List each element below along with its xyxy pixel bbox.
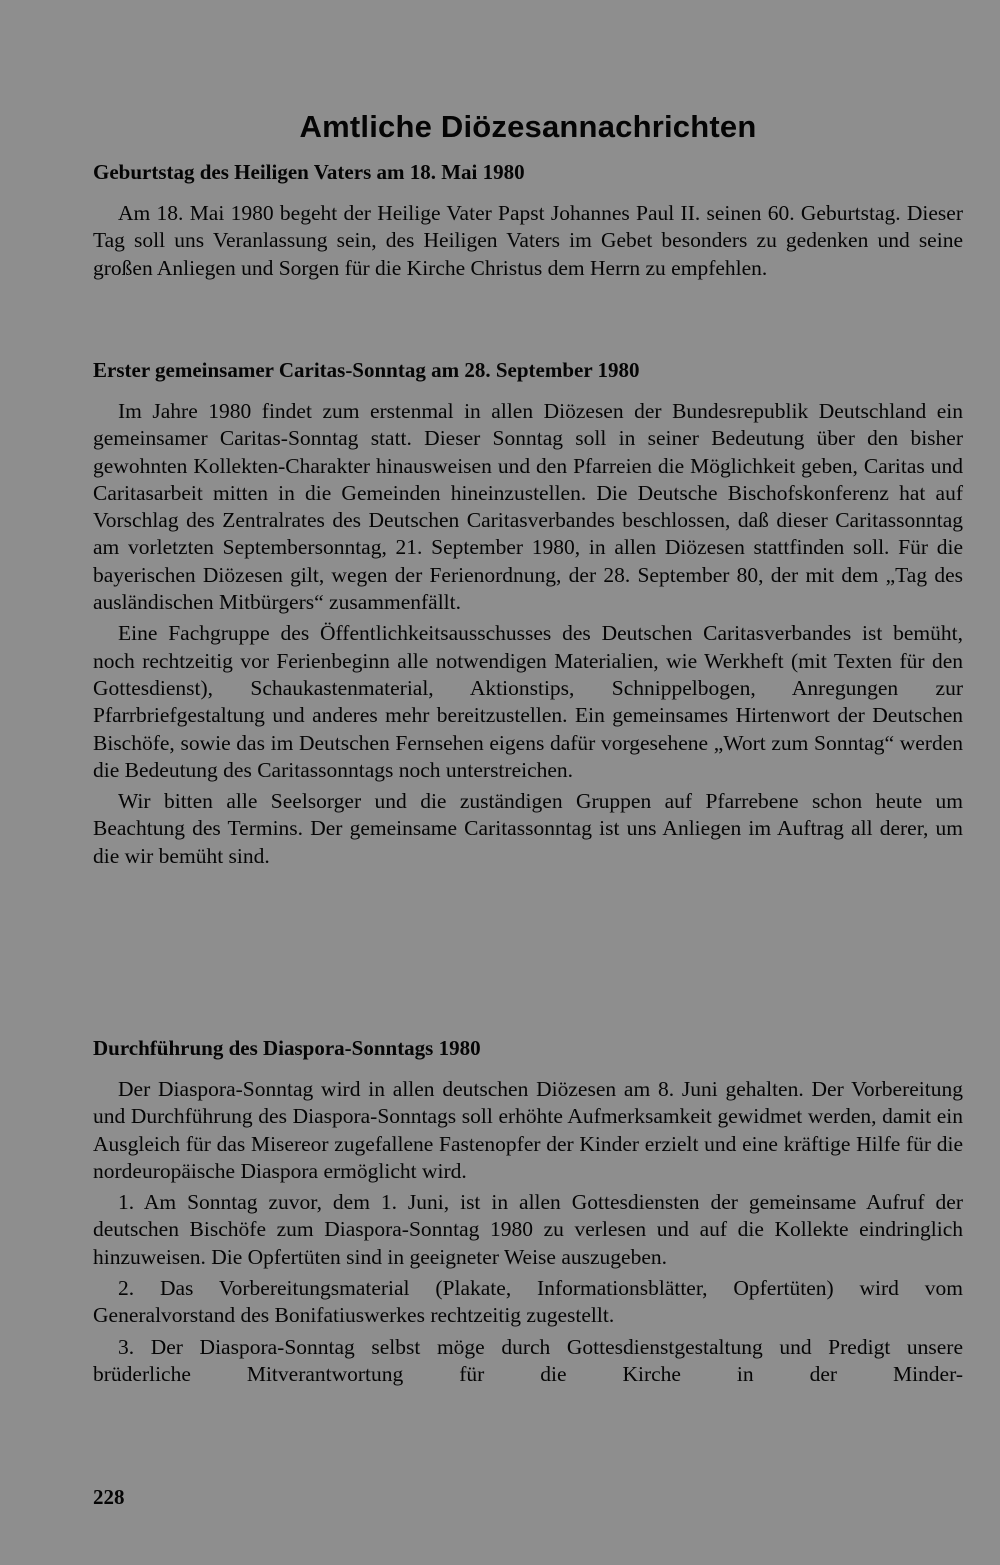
paragraph: Wir bitten alle Seelsorger und die zuständigen Gruppen auf Pfarrebene schon heute um Beachtung des Termins. Der gemeinsame Caritassonntag ist uns Anliegen im Auftrag all derer, um die wir bemüht sind. [93,789,963,868]
paragraph: Der Diaspora-Sonntag wird in allen deutschen Diözesen am 8. Juni gehalten. Der Vorbereitung und Durchführung des Diaspora-Sonntags soll erhöhte Aufmerksamkeit gewidmet werden, damit ein Ausgleich für das Misereor zugefallene Fastenopfer der Kinder erzielt und eine kräftige Hilfe für die nordeuropäische Diaspora ermöglicht wird. [93,1077,963,1183]
page-number: 228 [93,1485,125,1509]
section-heading: Durchführung des Diaspora-Sonntags 1980 [93,1036,481,1060]
section-caritas-sonntag [93,356,963,874]
document-page [93,0,963,1565]
paragraph: 2. Das Vorbereitungsmaterial (Plakate, Informationsblätter, Opfertüten) wird vom Generalvorstand des Bonifatiuswerkes rechtzeitig zugestellt. [93,1276,963,1328]
paragraph: 1. Am Sonntag zuvor, dem 1. Juni, ist in allen Gottesdiensten der gemeinsame Aufruf der deutschen Bischöfe zum Diaspora-Sonntag 1980 zu verlesen und auf die Kollekte eindringlich hinzuweisen. Die Opfertüten sind in geeigneter Weise auszugeben. [93,1190,963,1269]
page-title: Amtliche Diözesannachrichten [299,108,757,144]
paragraph: Im Jahre 1980 findet zum erstenmal in allen Diözesen der Bundesrepublik Deutschland ein gemeinsamer Caritas-Sonntag statt. Dieser Sonntag soll in seiner Bedeutung über den bisher gewohnten Kollekten-Charakter hinausweisen und den Pfarreien die Möglichkeit geben, Caritas und Caritasarbeit mitten in die Gemeinden hineinzustellen. Die Deutsche Bischofskonferenz hat auf Vorschlag des Zentralrates des Deutschen Caritasverbandes beschlossen, daß dieser Caritassonntag am vorletzten Septembersonntag, 21. September 1980, in allen Diözesen stattfinden soll. Für die bayerischen Diözesen gilt, wegen der Ferienordnung, der 28. September 80, der mit dem „Tag des ausländischen Mitbürgers“ zusammenfällt. [93,399,963,615]
section-diaspora-sonntag [93,1034,963,1392]
section-heading: Geburtstag des Heiligen Vaters am 18. Mai 1980 [93,160,525,184]
paragraph: Eine Fachgruppe des Öffentlichkeitsausschusses des Deutschen Caritasverbandes ist bemüht, noch rechtzeitig vor Ferienbeginn alle notwendigen Materialien, wie Werkheft (mit Texten für den Gottesdienst), Schaukastenmaterial, Aktionstips, Schnippelbogen, Anregungen zur Pfarrbriefgestaltung und anderes mehr bereitzustellen. Ein gemeinsames Hirtenwort der Deutschen Bischöfe, sowie das im Deutschen Fernsehen eigens dafür vorgesehene „Wort zum Sonntag“ werden die Bedeutung des Caritassonntags noch unterstreichen. [93,621,963,782]
section-papst-geburtstag [93,158,963,286]
section-heading: Erster gemeinsamer Caritas-Sonntag am 28. September 1980 [93,358,640,382]
paragraph: 3. Der Diaspora-Sonntag selbst möge durch Gottesdienstgestaltung und Predigt unsere brüderliche Mitverantwortung für die Kirche in der Minder- [93,1334,963,1386]
paragraph: Am 18. Mai 1980 begeht der Heilige Vater Papst Johannes Paul II. seinen 60. Geburtstag. Dieser Tag soll uns Veranlassung sein, des Heiligen Vaters im Gebet besonders zu gedenken und seine großen Anliegen und Sorgen für die Kirche Christus dem Herrn zu empfehlen. [93,201,963,280]
